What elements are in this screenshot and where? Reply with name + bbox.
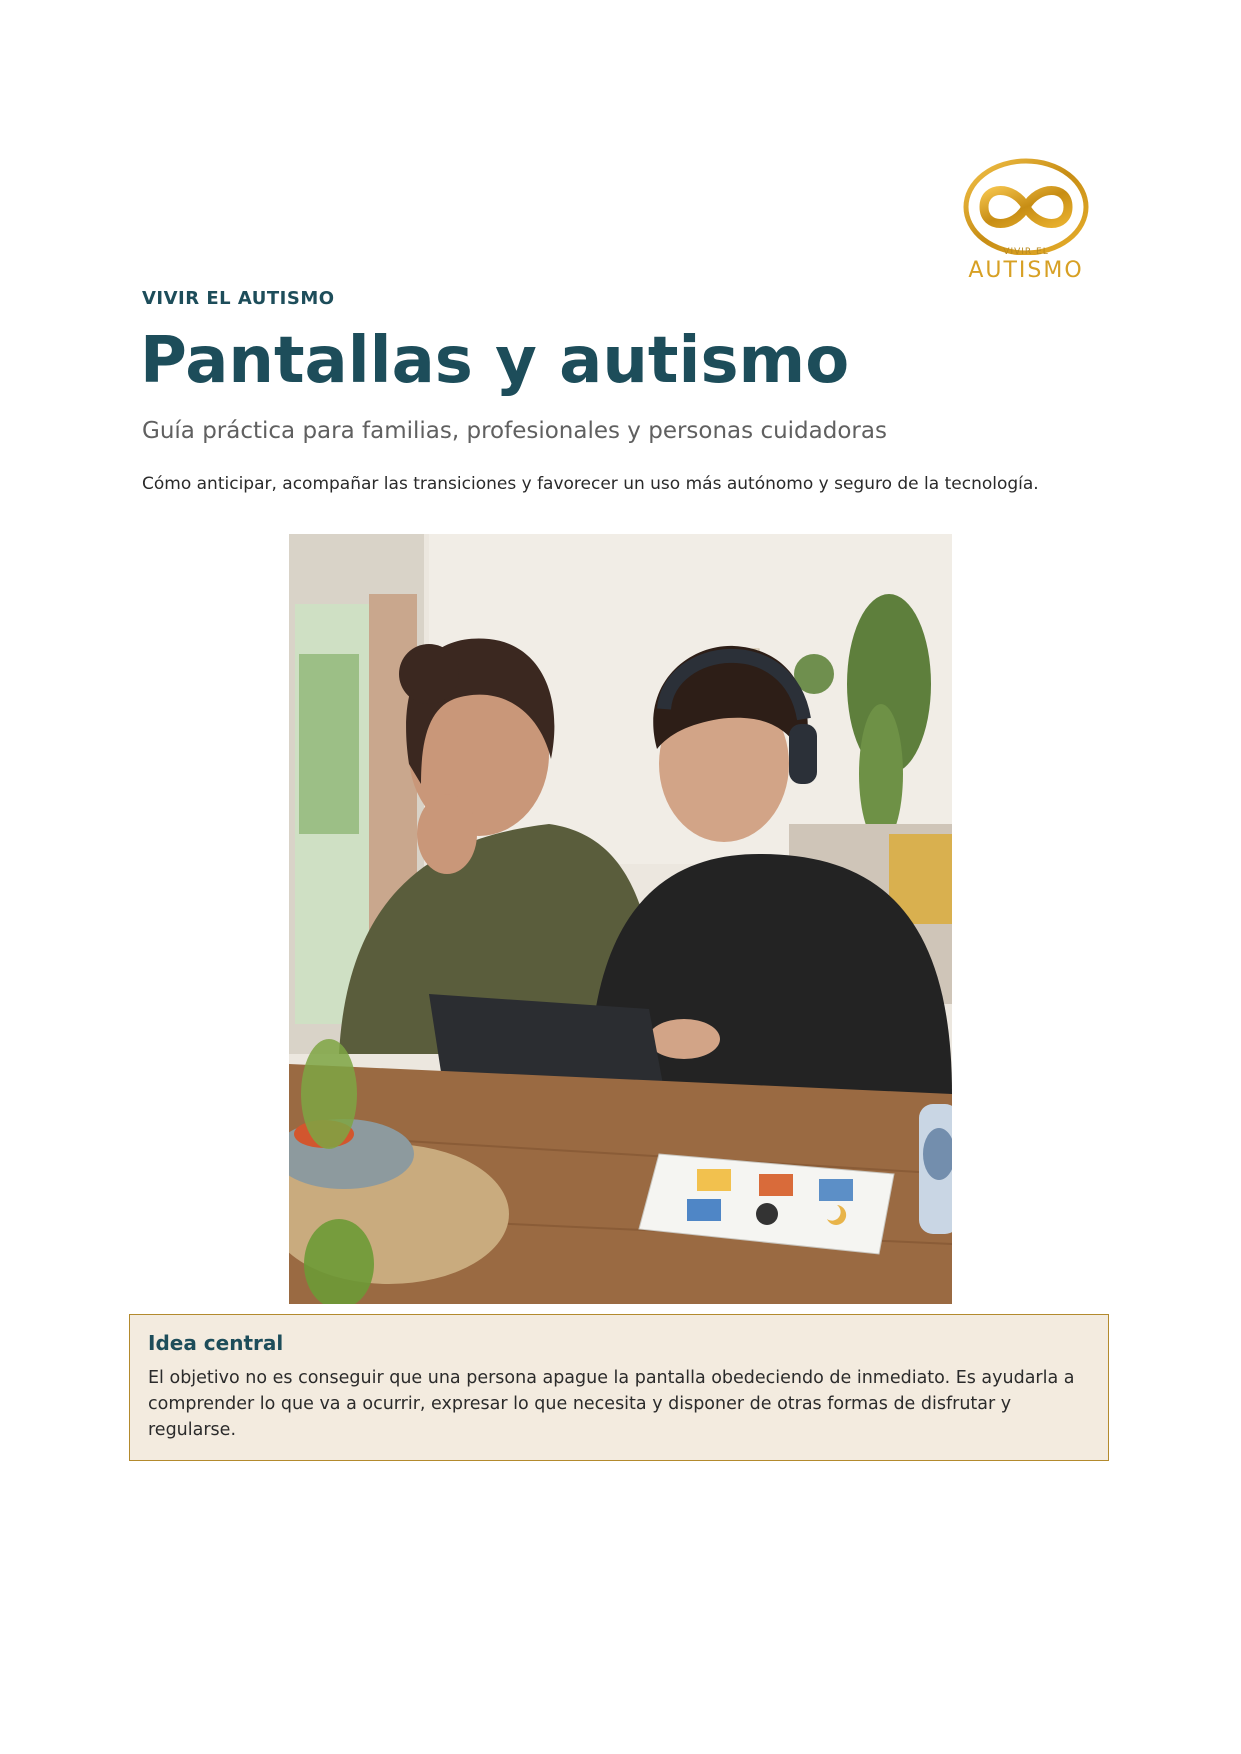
- section-kicker: VIVIR EL AUTISMO: [142, 288, 335, 309]
- lead-paragraph: Cómo anticipar, acompañar las transiciones y favorecer un uso más autónomo y seguro de la tecnología.: [142, 474, 1039, 494]
- callout-title: Idea central: [148, 1331, 284, 1355]
- logo-text-bottom: AUTISMO: [968, 258, 1084, 283]
- photo-mother-son-tablet-icon: [289, 534, 952, 1304]
- key-idea-callout: [129, 1314, 1109, 1461]
- hero-photo: [289, 534, 952, 1304]
- page-subtitle: Guía práctica para familias, profesionales y personas cuidadoras: [142, 418, 887, 444]
- page-title: Pantallas y autismo: [140, 324, 850, 398]
- callout-body: El objetivo no es conseguir que una persona apague la pantalla obedeciendo de inmediato. Es ayudarla a comprender lo que va a ocurrir, expresar lo que necesita y disponer de otras formas de disfrutar y regularse.: [148, 1368, 1075, 1440]
- infinity-ring-icon: [962, 155, 1090, 255]
- logo-text-top: VIVIR EL: [1003, 247, 1049, 257]
- brand-logo: [962, 155, 1112, 290]
